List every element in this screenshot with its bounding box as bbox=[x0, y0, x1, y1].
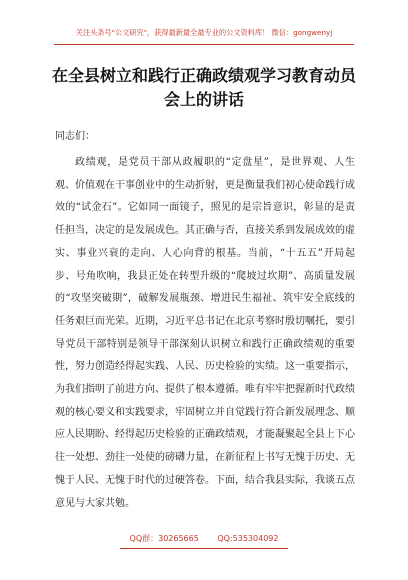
footer-divider bbox=[120, 548, 288, 549]
header-divider bbox=[54, 44, 354, 45]
header-note: 关注头条号"公文研究"，获得最新最全最专业的公文资料库！ 微信：gongwenyj bbox=[75, 28, 333, 37]
footer-contact bbox=[0, 533, 408, 544]
footer-qq: QQ:535304092 bbox=[217, 534, 279, 543]
greeting: 同志们： bbox=[55, 131, 95, 142]
document-body bbox=[55, 152, 355, 515]
body-paragraph: 政绩观，是党员干部从政履职的“定盘星”，是世界观、人生观、价值观在干事创业中的生动折射，更是衡量我们初心使命践行成效的“试金石”。它如同一面镜子，照见的是宗旨意识，彰显的是责任担当，决定的是发展成色。其正确与否，直接关系到发展成效的虚实、事业兴衰的走向、人心向背的根基。当前，“十五五”开局起步、号角吹响，我县正处在转型升级的“爬坡过坎期”、高质量发展的“攻坚突破期”，破解发展瓶颈、增进民生福祉、筑牢安全底线的任务艰巨而光荣。近期，习近平总书记在北京考察时殷切嘱托，要引导党员干部特别是领导干部深刻认识树立和践行正确政绩观的重要性，努力创造经得起实践、人民、历史检验的实绩。这一重要指示，为我们指明了前进方向、提供了根本遵循。唯有牢牢把握新时代政绩观的核心要义和实践要求，牢固树立并自觉践行符合新发展理念、顺应人民期盼、经得起历史检验的正确政绩观，才能凝聚起全县上下心往一处想、劲往一处使的磅礴力量，在新征程上书写无愧于历史、无愧于人民、无愧于时代的过硬答卷。下面，结合我县实际，我谈五点意见与大家共勉。 bbox=[55, 157, 355, 509]
document-title: 在全县树立和践行正确政绩观学习教育动员会上的讲话 bbox=[51, 66, 356, 109]
footer-qq-group: QQ群：30265665 bbox=[129, 534, 199, 543]
